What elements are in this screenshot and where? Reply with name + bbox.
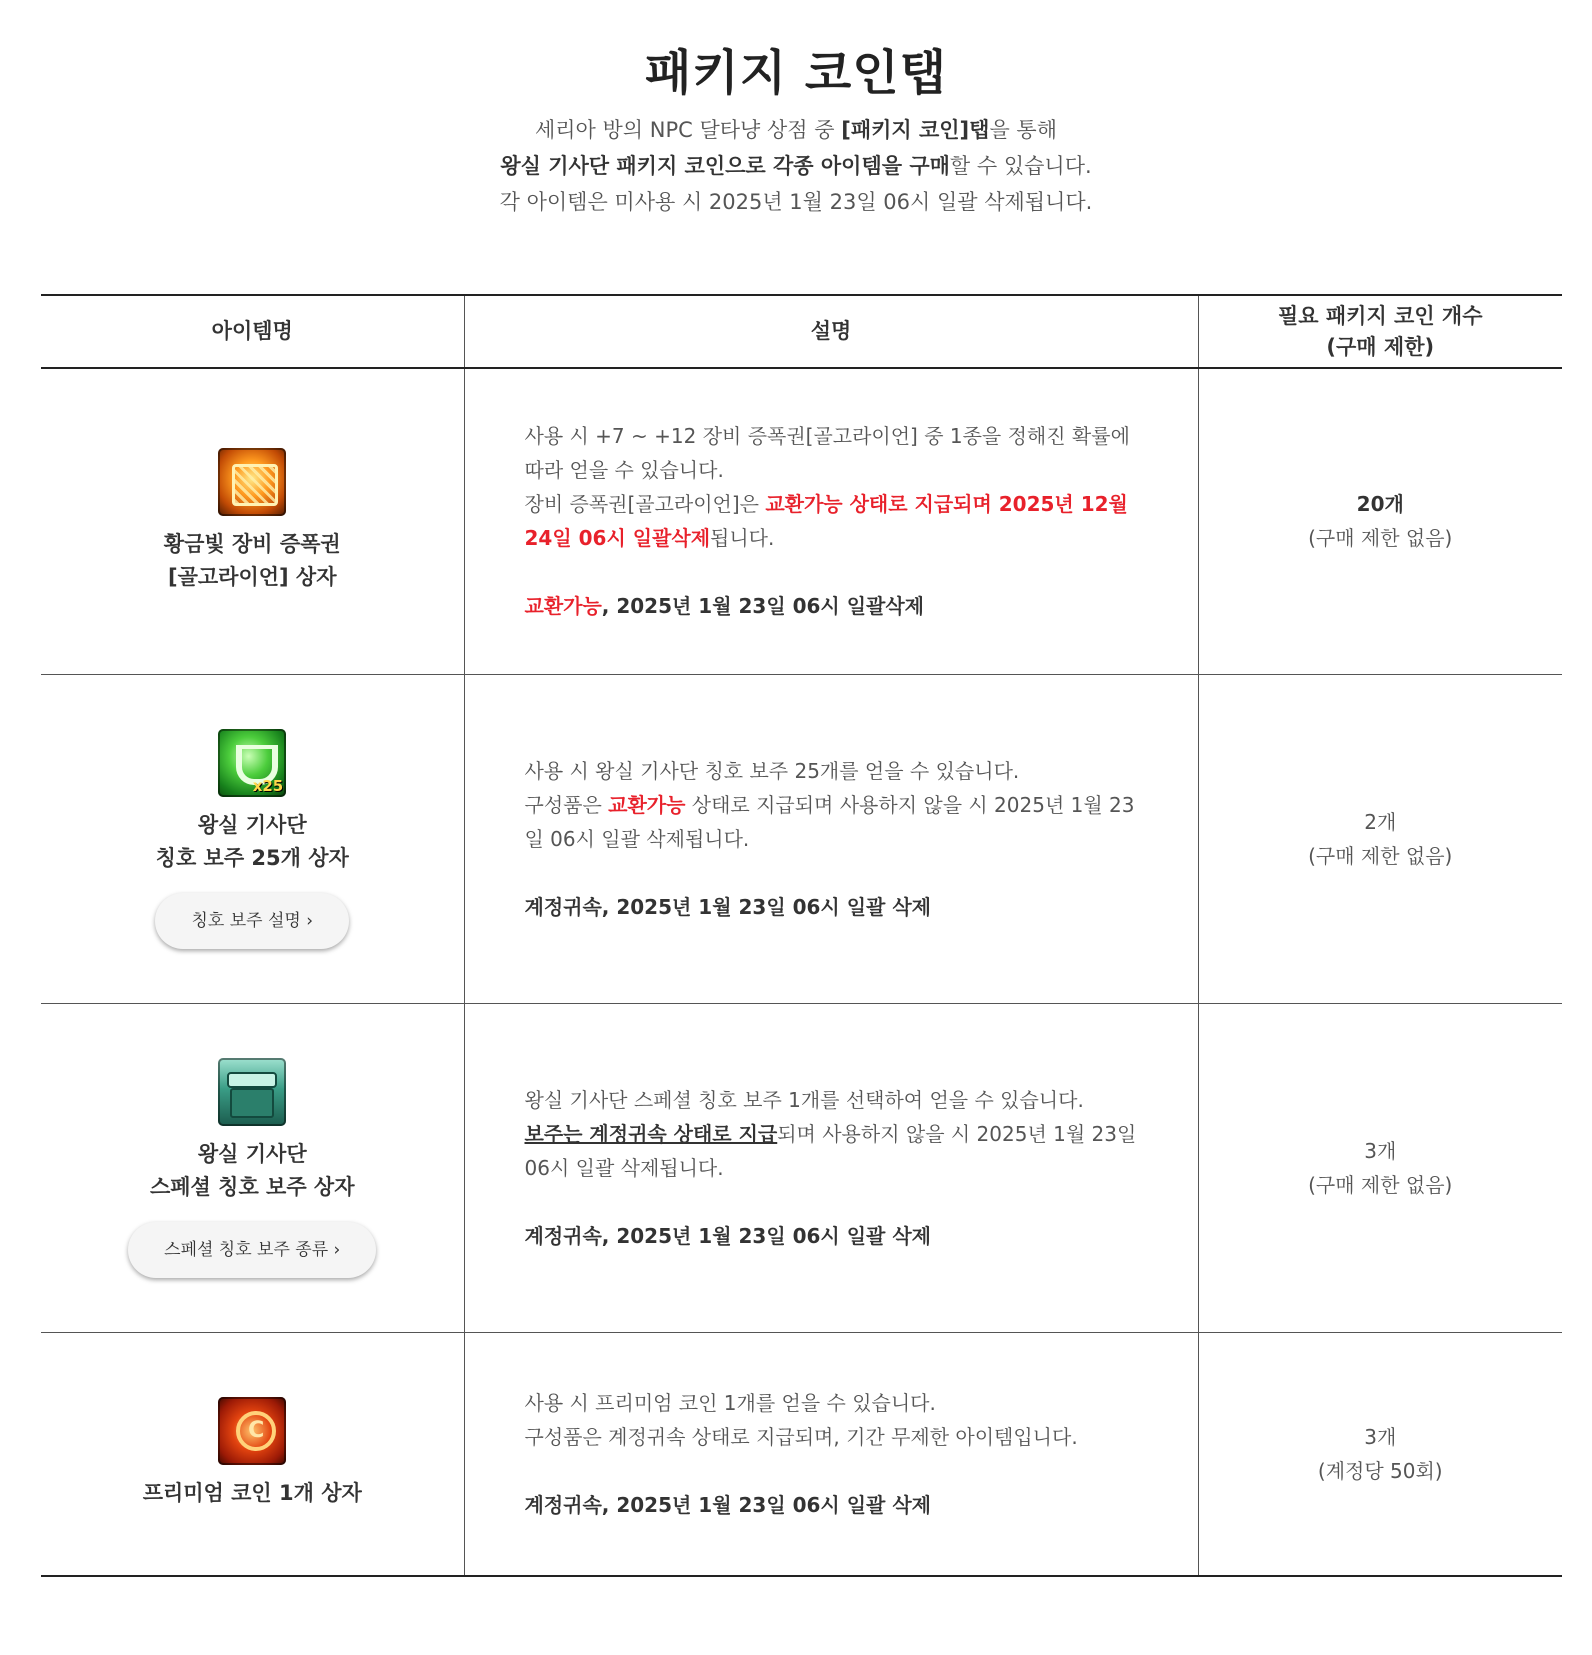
item-description-cell: 사용 시 +7 ~ +12 장비 증폭권[골고라이언] 중 1종을 정해진 확률에 따라 얻을 수 있습니다. 장비 증폭권[골고라이언]은 교환가능 상태로 지급되며 2025년 12월 24일 06시 일괄삭제됩니다. 교환가능, 2025년 1월 23일 06시 일괄삭제	[464, 368, 1198, 674]
intro-line-2: 왕실 기사단 패키지 코인으로 각종 아이템을 구매할 수 있습니다.	[500, 154, 1092, 178]
item-cost: 2개	[1364, 809, 1397, 834]
item-cost: 3개	[1364, 1424, 1397, 1449]
table-row	[41, 1003, 1562, 1332]
intro-line-1: 세리아 방의 NPC 달타냥 상점 중 [패키지 코인]탭을 통해	[534, 118, 1057, 142]
golden-equipment-amplify-box-icon	[218, 448, 286, 516]
table-row	[41, 674, 1562, 1003]
item-name: 프리미엄 코인 1개 상자	[142, 1481, 362, 1506]
item-name-cell	[41, 1003, 464, 1332]
item-cost-cell	[1198, 674, 1562, 1003]
title-orb-info-button[interactable]: 칭호 보주 설명 ›	[155, 893, 349, 949]
item-name: 황금빛 장비 증폭권 [골고라이언] 상자	[163, 532, 341, 590]
page-title: 패키지 코인탭	[645, 45, 947, 101]
item-cost-cell	[1198, 368, 1562, 674]
header-cost: 필요 패키지 코인 개수 (구매 제한)	[1198, 295, 1562, 368]
item-summary: 계정귀속, 2025년 1월 23일 06시 일괄 삭제	[524, 1223, 931, 1248]
item-table	[41, 294, 1562, 1577]
item-name: 왕실 기사단 스페셜 칭호 보주 상자	[149, 1141, 355, 1199]
item-name-cell	[41, 368, 464, 674]
item-summary: 계정귀속, 2025년 1월 23일 06시 일괄 삭제	[524, 1492, 931, 1517]
purchase-limit: (구매 제한 없음)	[1308, 526, 1453, 551]
item-name-cell	[41, 1332, 464, 1576]
item-cost-cell	[1198, 1332, 1562, 1576]
special-title-orb-types-button[interactable]: 스페셜 칭호 보주 종류 ›	[128, 1222, 376, 1278]
item-summary: 계정귀속, 2025년 1월 23일 06시 일괄 삭제	[524, 894, 931, 919]
item-cost: 20개	[1356, 492, 1404, 517]
premium-coin-box-icon	[218, 1397, 286, 1465]
special-title-orb-box-icon	[218, 1058, 286, 1126]
item-summary: 교환가능, 2025년 1월 23일 06시 일괄삭제	[524, 594, 924, 619]
header-description: 설명	[464, 295, 1198, 368]
item-cost: 3개	[1364, 1138, 1397, 1163]
item-name-cell	[41, 674, 464, 1003]
header-item-name: 아이템명	[41, 295, 464, 368]
table-row	[41, 1332, 1562, 1576]
intro-line-3: 각 아이템은 미사용 시 2025년 1월 23일 06시 일괄 삭제됩니다.	[499, 190, 1093, 214]
item-description-cell: 왕실 기사단 스페셜 칭호 보주 1개를 선택하여 얻을 수 있습니다. 보주는 계정귀속 상태로 지급되며 사용하지 않을 시 2025년 1월 23일 06시 일괄 삭제됩니다. 계정귀속, 2025년 1월 23일 06시 일괄 삭제	[464, 1003, 1198, 1332]
title-orb-25-box-icon: x25	[218, 729, 286, 797]
table-header-row	[41, 295, 1562, 368]
item-cost-cell	[1198, 1003, 1562, 1332]
item-description-cell: 사용 시 프리미엄 코인 1개를 얻을 수 있습니다. 구성품은 계정귀속 상태로 지급되며, 기간 무제한 아이템입니다. 계정귀속, 2025년 1월 23일 06시 일괄 삭제	[464, 1332, 1198, 1576]
item-description-cell: 사용 시 왕실 기사단 칭호 보주 25개를 얻을 수 있습니다. 구성품은 교환가능 상태로 지급되며 사용하지 않을 시 2025년 1월 23일 06시 일괄 삭제됩니다. 계정귀속, 2025년 1월 23일 06시 일괄 삭제	[464, 674, 1198, 1003]
intro-text	[0, 112, 1592, 220]
purchase-limit: (구매 제한 없음)	[1308, 1172, 1453, 1197]
item-name: 왕실 기사단 칭호 보주 25개 상자	[155, 812, 349, 870]
purchase-limit: (계정당 50회)	[1317, 1458, 1443, 1483]
table-row	[41, 368, 1562, 674]
purchase-limit: (구매 제한 없음)	[1308, 843, 1453, 868]
